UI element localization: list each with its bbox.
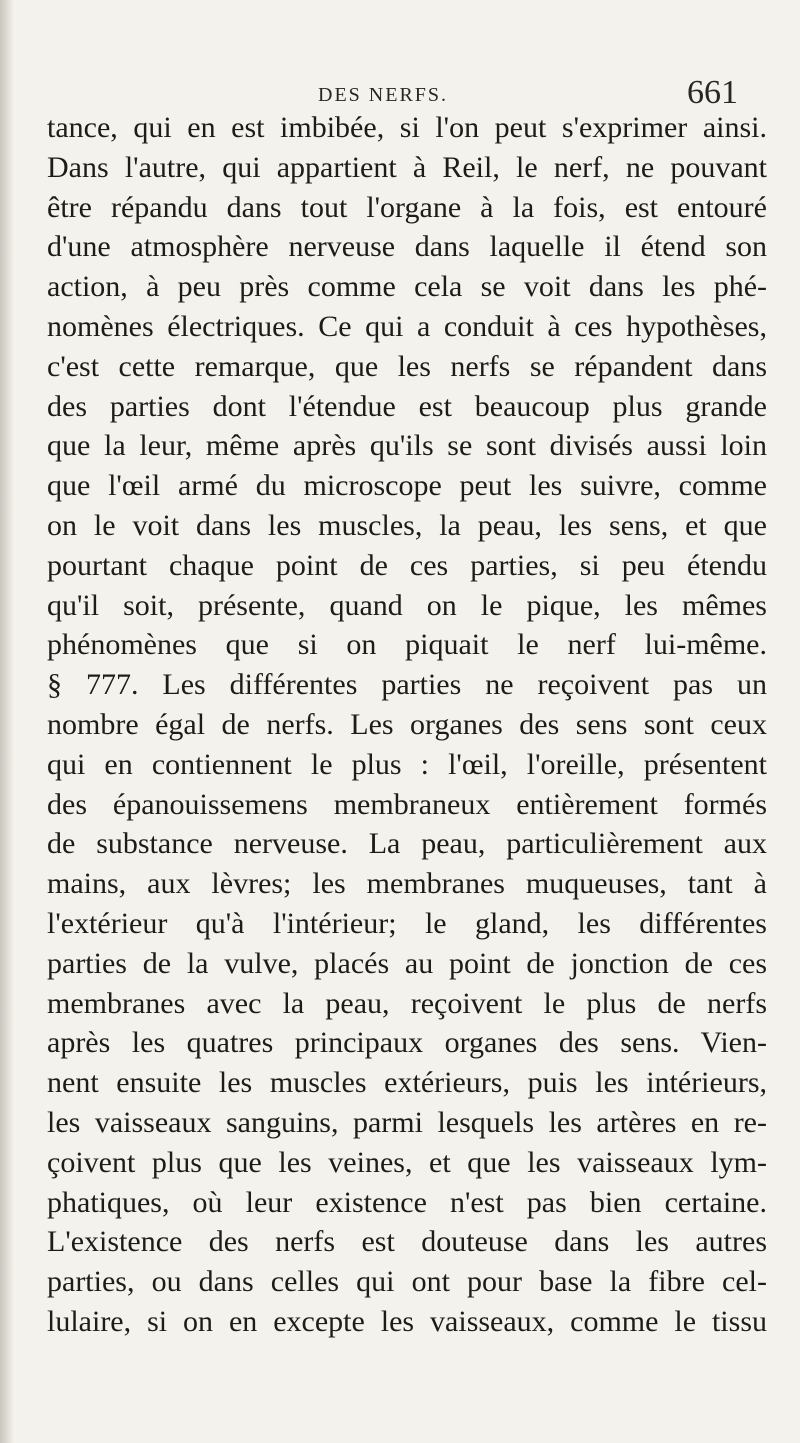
body-text: [47, 108, 767, 1342]
text-line: qu'il soit, présente, quand on le pique, les mêmes: [47, 588, 767, 622]
text-line: c'est cette remarque, que les nerfs se répandent dans: [47, 349, 767, 383]
text-line: être répandu dans tout l'organe à la fois, est entouré: [47, 190, 767, 224]
text-line: parties de la vulve, placés au point de jonction de ces: [47, 946, 767, 980]
running-head: DES NERFS.: [318, 84, 449, 106]
text-line: membranes avec la peau, reçoivent le plus de nerfs: [47, 986, 767, 1020]
text-line: L'existence des nerfs est douteuse dans les autres: [47, 1225, 767, 1259]
text-line: nomènes électriques. Ce qui a conduit à ces hypothèses,: [47, 309, 767, 343]
text-line: que la leur, même après qu'ils se sont divisés aussi loin: [47, 429, 767, 463]
text-line: des épanouissemens membraneux entièrement formés: [47, 787, 767, 821]
text-line: çoivent plus que les veines, et que les vaisseaux lym-: [47, 1145, 767, 1179]
text-line: phénomènes que si on piquait le nerf lui-même.: [47, 628, 767, 662]
text-line: on le voit dans les muscles, la peau, les sens, et que: [47, 508, 767, 542]
text-line: tance, qui en est imbibée, si l'on peut s'exprimer ainsi.: [47, 111, 767, 144]
text-line: mains, aux lèvres; les membranes muqueuses, tant à: [47, 867, 767, 901]
text-line: lulaire, si on en excepte les vaisseaux, comme le tissu: [47, 1304, 767, 1338]
text-line: l'extérieur qu'à l'intérieur; le gland, les différentes: [47, 906, 767, 940]
page-number: 661: [687, 74, 738, 111]
text-line: qui en contiennent le plus : l'œil, l'oreille, présentent: [47, 747, 767, 781]
text-line: phatiques, où leur existence n'est pas bien certaine.: [47, 1185, 767, 1219]
text-line: nombre égal de nerfs. Les organes des sens sont ceux: [47, 707, 767, 741]
text-line: après les quatres principaux organes des sens. Vien-: [47, 1026, 767, 1060]
text-line: nent ensuite les muscles extérieurs, puis les intérieurs,: [47, 1066, 767, 1100]
text-line: parties, ou dans celles qui ont pour base la fibre cel-: [47, 1265, 767, 1299]
text-line: Dans l'autre, qui appartient à Reil, le nerf, ne pouvant: [47, 150, 767, 184]
text-line: de substance nerveuse. La peau, particulièrement aux: [47, 827, 767, 861]
paragraph-start-line: § 777. Les différentes parties ne reçoivent pas un: [47, 668, 767, 702]
text-line: que l'œil armé du microscope peut les suivre, comme: [47, 469, 767, 503]
text-line: les vaisseaux sanguins, parmi lesquels les artères en re-: [47, 1105, 767, 1139]
text-line: d'une atmosphère nerveuse dans laquelle il étend son: [47, 230, 767, 264]
text-line: des parties dont l'étendue est beaucoup plus grande: [47, 389, 767, 423]
text-line: pourtant chaque point de ces parties, si peu étendu: [47, 548, 767, 582]
text-line: action, à peu près comme cela se voit dans les phé-: [47, 270, 767, 304]
